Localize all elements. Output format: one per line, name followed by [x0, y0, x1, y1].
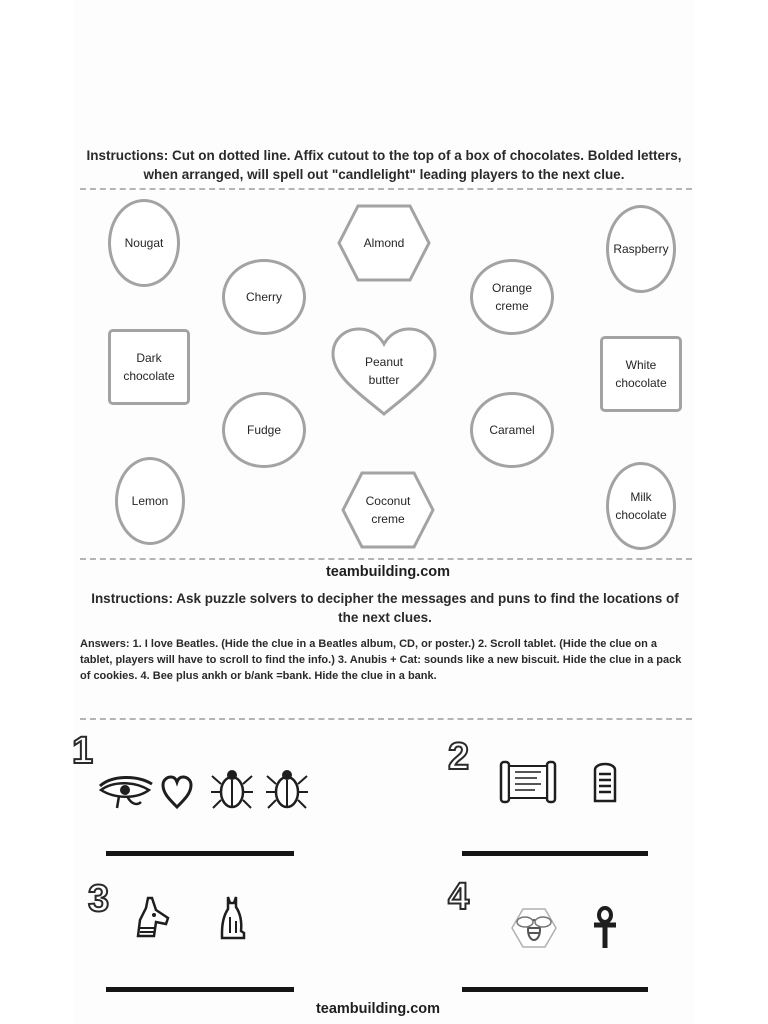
chocolate-orange-creme: Orange creme: [470, 259, 554, 335]
chocolate-milk-chocolate: Milk chocolate: [606, 462, 676, 550]
answer-line-3: [106, 987, 294, 992]
answer-line-4: [462, 987, 648, 992]
answers-text: Answers: 1. I love Beatles. (Hide the clue in a Beatles album, CD, or poster.) 2. Scroll tablet. (Hide the clue on a tablet, players will have to scroll to find the info.) 3. Anubis + Cat: sounds like a new biscuit. Hide the clue in a pack of cookies. 4. Bee plus ankh or b/ank =bank. Hide the clue in a bank.: [80, 638, 682, 682]
site-credit-top: teambuilding.com: [325, 564, 451, 580]
chocolate-coconut-creme: Coconut creme: [365, 494, 411, 526]
scroll-icon: [497, 760, 559, 804]
eye-of-horus-icon: [97, 772, 155, 812]
puzzle-number-4: 4: [448, 876, 470, 918]
chocolate-nougat: Nougat: [108, 199, 180, 287]
chocolate-cherry: Cherry: [222, 259, 306, 335]
chocolate-almond: Almond: [363, 236, 405, 250]
scarab-beetle-icon: [264, 766, 310, 812]
cut-line-top: [80, 188, 692, 190]
cat-statue-icon: [216, 893, 248, 941]
chocolate-raspberry: Raspberry: [606, 205, 676, 293]
puzzle-number-3: 3: [88, 878, 110, 920]
puzzle-number-1: 1: [72, 730, 94, 772]
scarab-beetle-icon: [209, 766, 255, 812]
instructions-middle: Instructions: Ask puzzle solvers to decipher the messages and puns to find the locations of the next clues.: [91, 591, 679, 625]
tablet-icon: [592, 758, 618, 804]
anubis-head-icon: [130, 894, 172, 940]
chocolate-fudge: Fudge: [222, 392, 306, 468]
heart-icon: [160, 774, 194, 810]
cut-line-middle: [80, 558, 692, 560]
chocolate-peanut-butter: Peanut butter: [364, 355, 404, 387]
ankh-icon: [592, 906, 618, 950]
chocolate-white-chocolate: White chocolate: [600, 336, 682, 412]
instructions-top: Instructions: Cut on dotted line. Affix cutout to the top of a box of chocolates. Bolded letters, when arranged, will spell out "candlelight" leading players to the next clue.: [86, 148, 682, 182]
answer-line-2: [462, 851, 648, 856]
site-credit-bottom: teambuilding.com: [315, 1001, 441, 1017]
puzzle-number-2: 2: [448, 736, 470, 778]
chocolate-caramel: Caramel: [470, 392, 554, 468]
cut-line-bottom: [80, 718, 692, 720]
chocolate-dark-chocolate: Dark chocolate: [108, 329, 190, 405]
answer-line-1: [106, 851, 294, 856]
bee-icon: [509, 906, 559, 950]
chocolate-lemon: Lemon: [115, 457, 185, 545]
